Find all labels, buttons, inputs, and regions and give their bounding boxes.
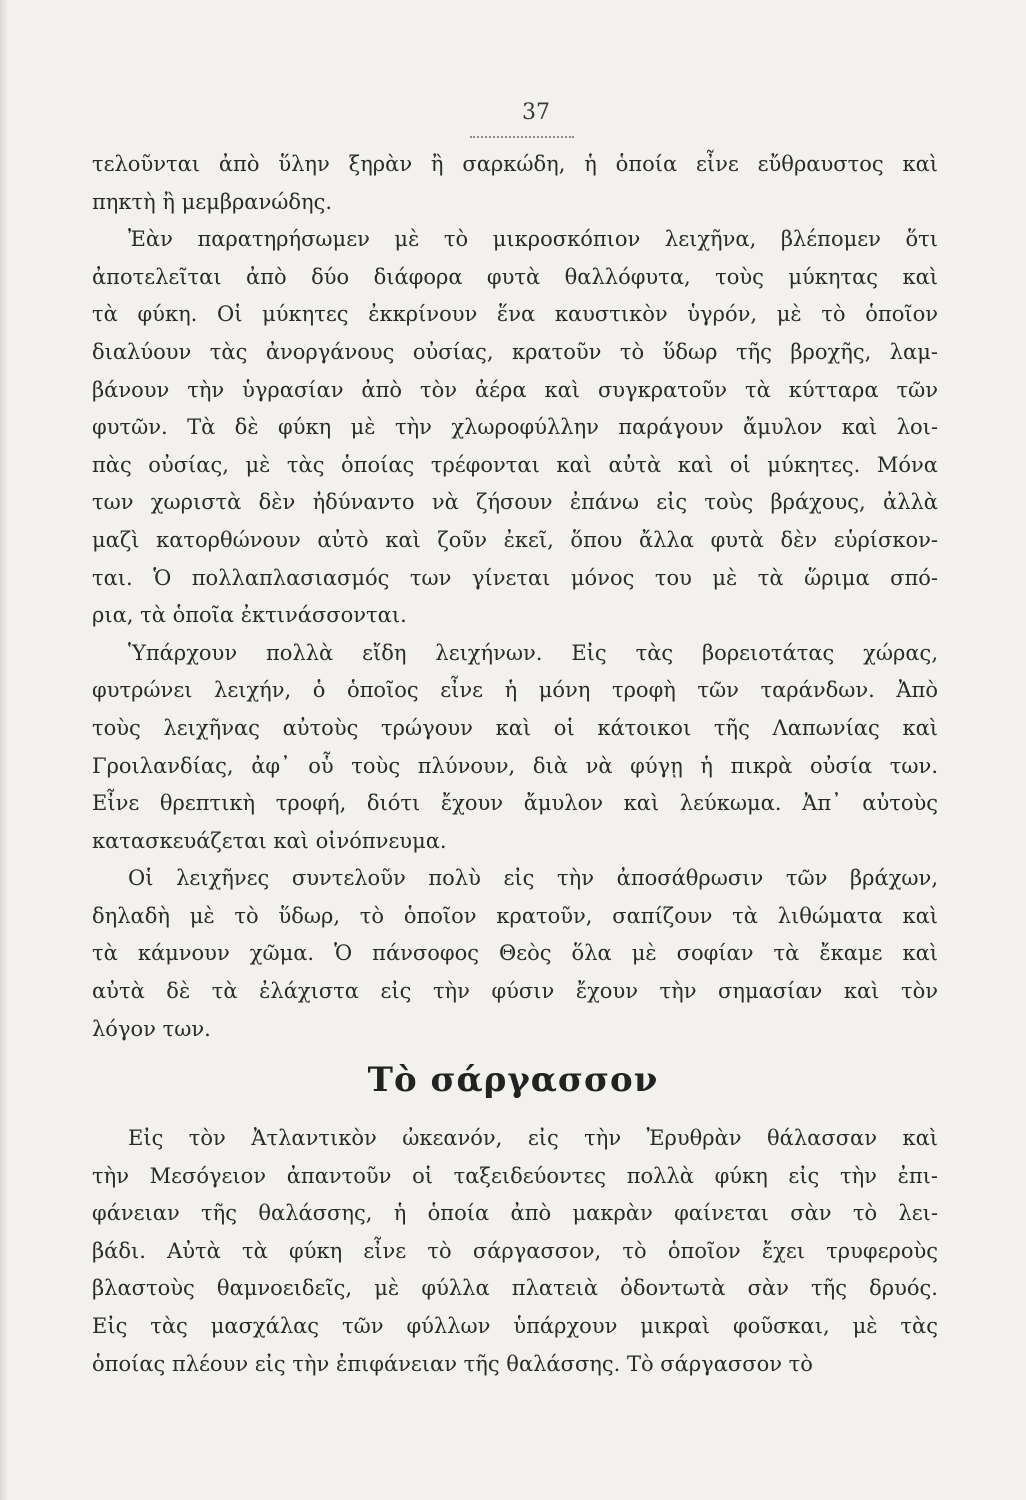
text-line: Εἶνε θρεπτικὴ τροφή, διότι ἔχουν ἄμυλον καὶ λεύκωμα. Ἀπ᾽ αὐτοὺς [92, 791, 938, 816]
text-line: φυτρώνει λειχήν, ὁ ὁποῖος εἶνε ἡ μόνη τροφὴ τῶν ταράνδων. Ἀπὸ [92, 678, 938, 703]
main-text-block [92, 146, 938, 1048]
text-line: τὴν Μεσόγειον ἀπαντοῦν οἱ ταξειδεύοντες πολλὰ φύκη εἰς τὴν ἐπι- [92, 1163, 938, 1188]
text-line: ἀποτελεῖται ἀπὸ δύο διάφορα φυτὰ θαλλόφυτα, τοὺς μύκητας καὶ [92, 264, 938, 289]
page-edge-shadow [0, 0, 8, 1500]
text-line: τὰ φύκη. Οἱ μύκητες ἐκκρίνουν ἕνα καυστικὸν ὑγρόν, μὲ τὸ ὁποῖον [92, 302, 938, 327]
paragraph [92, 635, 938, 861]
text-line: τελοῦνται ἀπὸ ὕλην ξηρὰν ἢ σαρκώδη, ἡ ὁποία εἶνε εὔθραυστος καὶ [92, 152, 938, 176]
text-line: πὰς οὐσίας, μὲ τὰς ὁποίας τρέφονται καὶ αὐτὰ καὶ οἱ μύκητες. Μόνα [92, 452, 938, 477]
text-line: πηκτὴ ἢ μεμβρανώδης. [92, 189, 333, 214]
paragraph [92, 860, 938, 1048]
text-line: Οἱ λειχῆνες συντελοῦν πολὺ εἰς τὴν ἀποσάθρωσιν τῶν βράχων, [128, 866, 938, 891]
text-line: ται. Ὁ πολλαπλασιασμός των γίνεται μόνος του μὲ τὰ ὥριμα σπό- [92, 565, 938, 590]
page-number: 37 [522, 100, 550, 125]
text-line: τοὺς λειχῆνας αὐτοὺς τρώγουν καὶ οἱ κάτοικοι τῆς Λαπωνίας καὶ [92, 715, 938, 740]
text-line: δηλαδὴ μὲ τὸ ὕδωρ, τὸ ὁποῖον κρατοῦν, σαπίζουν τὰ λιθώματα καὶ [92, 903, 938, 928]
text-line: κατασκευάζεται καὶ οἰνόπνευμα. [92, 828, 447, 853]
text-line: βάδι. Αὐτὰ τὰ φύκη εἶνε τὸ σάργασσον, τὸ ὁποῖον ἔχει τρυφεροὺς [92, 1238, 938, 1263]
page-number-rule [470, 136, 574, 138]
text-line: φάνειαν τῆς θαλάσσης, ἡ ὁποία ἀπὸ μακρὰν φαίνεται σὰν τὸ λει- [92, 1201, 938, 1226]
paragraph [92, 221, 938, 635]
paragraph [92, 1120, 938, 1383]
text-line: βάνουν τὴν ὑγρασίαν ἀπὸ τὸν ἀέρα καὶ συγκρατοῦν τὰ κύτταρα τῶν [92, 377, 938, 402]
text-line: Γροιλανδίας, ἀφ᾽ οὗ τοὺς πλύνουν, διὰ νὰ φύγῃ ἡ πικρὰ οὐσία των. [92, 753, 938, 778]
text-line: μαζὶ κατορθώνουν αὐτὸ καὶ ζοῦν ἐκεῖ, ὅπου ἄλλα φυτὰ δὲν εὑρίσκον- [92, 527, 938, 552]
text-line: Ὑπάρχουν πολλὰ εἴδη λειχήνων. Εἰς τὰς βορειοτάτας χώρας, [128, 640, 938, 665]
section-text-block [92, 1120, 938, 1383]
text-line: ὁποίας πλέουν εἰς τὴν ἐπιφάνειαν τῆς θαλάσσης. Τὸ σάργασσον τὸ [92, 1351, 813, 1376]
text-line: διαλύουν τὰς ἀνοργάνους οὐσίας, κρατοῦν τὸ ὕδωρ τῆς βροχῆς, λαμ- [92, 339, 938, 364]
text-line: αὐτὰ δὲ τὰ ἐλάχιστα εἰς τὴν φύσιν ἔχουν τὴν σημασίαν καὶ τὸν [92, 979, 938, 1004]
section-title: Τὸ σάργασσον [367, 1060, 659, 1100]
text-line: Εἰς τὰς μασχάλας τῶν φύλλων ὑπάρχουν μικραὶ φοῦσκαι, μὲ τὰς [92, 1313, 938, 1338]
text-line: ρια, τὰ ὁποῖα ἐκτινάσσονται. [92, 603, 407, 628]
text-line: τὰ κάμνουν χῶμα. Ὁ πάνσοφος Θεὸς ὅλα μὲ σοφίαν τὰ ἔκαμε καὶ [92, 941, 938, 966]
paragraph [92, 146, 938, 221]
text-line: βλαστοὺς θαμνοειδεῖς, μὲ φύλλα πλατειὰ ὀδοντωτὰ σὰν τῆς δρυός. [92, 1276, 938, 1301]
text-line: φυτῶν. Τὰ δὲ φύκη μὲ τὴν χλωροφύλλην παράγουν ἄμυλον καὶ λοι- [92, 415, 938, 440]
text-line: Ἐὰν παρατηρήσωμεν μὲ τὸ μικροσκόπιον λειχῆνα, βλέπομεν ὅτι [128, 227, 938, 252]
text-line: των χωριστὰ δὲν ἠδύναντο νὰ ζήσουν ἐπάνω εἰς τοὺς βράχους, ἀλλὰ [92, 490, 938, 515]
text-line: Εἰς τὸν Ἀτλαντικὸν ὠκεανόν, εἰς τὴν Ἐρυθρὰν θάλασσαν καὶ [128, 1126, 938, 1150]
text-line: λόγον των. [92, 1016, 211, 1041]
